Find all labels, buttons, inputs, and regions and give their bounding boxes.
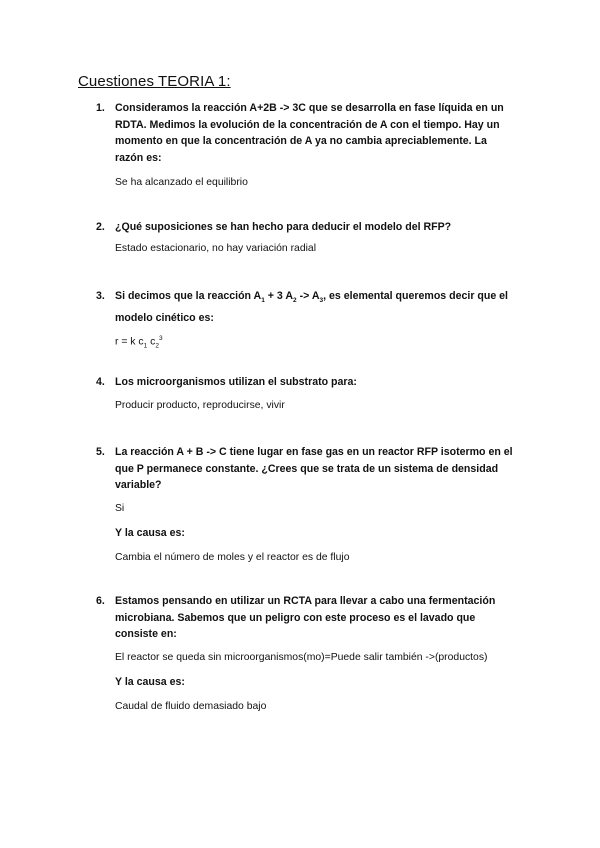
subscript: 2 xyxy=(293,297,297,305)
answer-text: El reactor se queda sin microorganismos(mo)=Puede salir también ->(productos) xyxy=(115,651,488,663)
answer-text: Si xyxy=(115,502,125,514)
question-4 xyxy=(96,374,516,413)
question-2 xyxy=(96,219,516,256)
question-text-part: Si decimos que la reacción A xyxy=(115,290,262,302)
question-3 xyxy=(96,288,516,354)
formula-part: r = k c xyxy=(115,336,144,348)
question-text-part: -> A xyxy=(296,290,320,302)
formula-superscript: 3 xyxy=(158,335,163,343)
question-text: Consideramos la reacción A+2B -> 3C que se desarrolla en fase líquida en un RDTA. Medimos la evolución de la concentración de A con el tiempo. Hay un momento en que la concentración de A ya no cambia apreciablemente. La razón es: xyxy=(115,102,504,164)
answer-text: Estado estacionario, no hay variación radial xyxy=(115,242,317,254)
question-1 xyxy=(96,100,516,190)
question-number: 2. xyxy=(96,221,105,233)
subscript: 1 xyxy=(261,297,265,305)
question-number: 1. xyxy=(96,102,105,114)
question-text: La reacción A + B -> C tiene lugar en fase gas en un reactor RFP isotermo en el que P permanece constante. ¿Crees que se trata de un sistema de densidad variable? xyxy=(115,446,513,491)
question-text-part: , es elemental queremos decir que el modelo cinético es: xyxy=(115,290,509,324)
formula-part: c xyxy=(147,336,156,348)
cause-label: Y la causa es: xyxy=(115,675,185,688)
page-title: Cuestiones TEORIA 1: xyxy=(78,73,231,90)
question-text: Los microorganismos utilizan el substrato para: xyxy=(115,376,357,388)
question-text: Estamos pensando en utilizar un RCTA para llevar a cabo una fermentación microbiana. Sabemos que un peligro con este proceso es el lavado que consiste en: xyxy=(115,595,496,640)
formula-subscript: 2 xyxy=(155,342,159,350)
answer-text: Producir producto, reproducirse, vivir xyxy=(115,399,285,411)
cause-text: Cambia el número de moles y el reactor es de flujo xyxy=(115,551,350,563)
subscript: 3 xyxy=(319,297,324,305)
question-text xyxy=(115,288,516,326)
answer-formula xyxy=(115,332,516,354)
cause-label: Y la causa es: xyxy=(115,526,185,539)
question-text: ¿Qué suposiciones se han hecho para deducir el modelo del RFP? xyxy=(115,221,452,233)
question-number: 3. xyxy=(96,290,105,302)
answer-text: Se ha alcanzado el equilibrio xyxy=(115,177,248,188)
question-number: 6. xyxy=(96,595,105,607)
question-5 xyxy=(96,444,516,565)
question-number: 5. xyxy=(96,446,105,458)
cause-text: Caudal de fluido demasiado bajo xyxy=(115,700,267,712)
formula-subscript: 1 xyxy=(143,342,148,350)
question-number: 4. xyxy=(96,376,105,388)
question-text-part: + 3 A xyxy=(264,290,294,302)
question-6 xyxy=(96,593,516,714)
